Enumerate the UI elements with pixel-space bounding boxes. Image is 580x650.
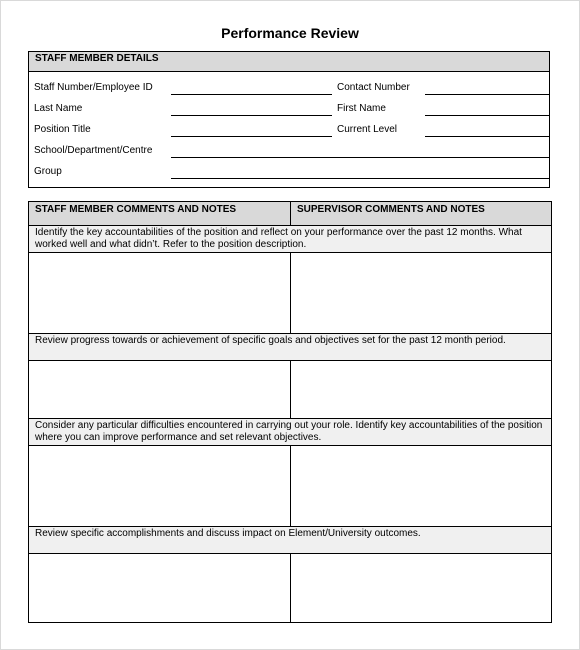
prompt-difficulties: Consider any particular difficulties encountered in carrying out your role. Identify key accountabilities of the position where you can improve performance and set relevant objectives.: [29, 419, 551, 446]
page-title: Performance Review: [221, 25, 359, 41]
staff-details-section: [28, 51, 550, 188]
contact-number-label: Contact Number: [337, 82, 410, 93]
field-row-group: [29, 166, 549, 180]
employee-id-label: Staff Number/Employee ID: [34, 82, 153, 93]
department-label: School/Department/Centre: [34, 145, 153, 156]
last-name-field[interactable]: [171, 115, 332, 116]
answer-row-difficulties: [29, 446, 551, 527]
staff-answer-goals-progress[interactable]: [29, 361, 291, 418]
supervisor-answer-accountabilities[interactable]: [291, 253, 551, 333]
current-level-label: Current Level: [337, 124, 398, 135]
prompt-goals-progress: Review progress towards or achievement of specific goals and objectives set for the past 12 month period.: [29, 334, 551, 361]
field-row-current-level: [337, 124, 549, 138]
employee-id-field[interactable]: [171, 94, 332, 95]
group-field[interactable]: [171, 178, 549, 179]
first-name-field[interactable]: [425, 115, 549, 116]
comments-table: [28, 201, 552, 623]
position-title-label: Position Title: [34, 124, 91, 135]
prompt-accountabilities: Identify the key accountabilities of the position and reflect on your performance over the past 12 months. What worked well and what didn’t. Refer to the position description.: [29, 226, 551, 253]
staff-answer-accomplishments[interactable]: [29, 554, 291, 622]
staff-details-header: STAFF MEMBER DETAILS: [29, 52, 549, 72]
first-name-label: First Name: [337, 103, 386, 114]
answer-row-goals-progress: [29, 361, 551, 419]
staff-comments-header: STAFF MEMBER COMMENTS AND NOTES: [29, 202, 291, 225]
answer-row-accomplishments: [29, 554, 551, 622]
supervisor-answer-accomplishments[interactable]: [291, 554, 551, 622]
field-row-contact-number: [337, 82, 549, 96]
supervisor-answer-goals-progress[interactable]: [291, 361, 551, 418]
staff-answer-accountabilities[interactable]: [29, 253, 291, 333]
department-field[interactable]: [171, 157, 549, 158]
comments-table-header: [29, 202, 551, 226]
prompt-accomplishments: Review specific accomplishments and discuss impact on Element/University outcomes.: [29, 527, 551, 554]
contact-number-field[interactable]: [425, 94, 549, 95]
current-level-field[interactable]: [425, 136, 549, 137]
position-title-field[interactable]: [171, 136, 332, 137]
field-row-first-name: [337, 103, 549, 117]
group-label: Group: [34, 166, 62, 177]
supervisor-comments-header: SUPERVISOR COMMENTS AND NOTES: [297, 204, 485, 215]
answer-row-accountabilities: [29, 253, 551, 334]
staff-answer-difficulties[interactable]: [29, 446, 291, 526]
last-name-label: Last Name: [34, 103, 83, 114]
field-row-department: [29, 145, 549, 159]
supervisor-answer-difficulties[interactable]: [291, 446, 551, 526]
